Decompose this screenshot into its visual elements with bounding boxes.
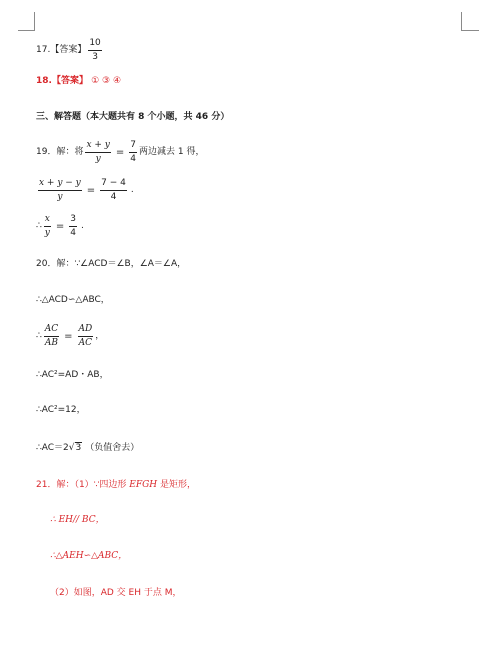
q19-line2-right-denominator: 4 <box>110 192 117 202</box>
q19-line2-fraction-right <box>100 178 127 203</box>
q18-label: 18.【答案】 <box>36 76 88 86</box>
q21-line1-rect-name: EFGH <box>129 480 158 490</box>
q19-line-3 <box>36 214 84 239</box>
q20-fraction-end: ， <box>95 331 105 341</box>
q21-line1-suffix: 是矩形， <box>157 480 196 490</box>
section-3-heading: 三、解答题（本大题共有 8 个小题，共 46 分） <box>36 112 230 122</box>
q19-fraction-left <box>85 140 110 165</box>
q20-frac-right-denominator: AC <box>78 338 93 348</box>
corner-mark-top-right-vertical <box>461 12 462 30</box>
q21-line-1 <box>36 480 196 491</box>
q19-equals: = <box>115 147 125 158</box>
q21-line-3: ∴△AEH∽△ABC， <box>50 551 128 561</box>
q19-line3-denominator: y <box>44 228 50 238</box>
q19-prefix: 19．解：将 <box>36 147 84 157</box>
sqrt-symbol-icon: √ <box>68 442 75 453</box>
corner-mark-top-right-horizontal <box>461 30 479 31</box>
q20-line-2: ∴△ACD∽△ABC， <box>36 295 110 305</box>
q19-therefore: ∴ <box>36 221 42 231</box>
q21-line-2: ∴ EH// BC， <box>50 515 105 525</box>
q19-frac1-numerator: x + y <box>85 140 110 153</box>
q21-line-4: （2）如图，AD 交 EH 于点 M， <box>50 588 182 598</box>
q19-line3-fraction-right <box>69 214 77 239</box>
q19-line3-equals: = <box>55 221 65 232</box>
q19-frac2-numerator: 7 <box>129 140 137 153</box>
q20-frac-left-numerator: AC <box>44 324 59 337</box>
q17-label: 17.【答案】 <box>36 45 87 55</box>
q20-line-5: ∴AC²=12， <box>36 405 86 415</box>
q20-line6-prefix: ∴AC＝2 <box>36 442 69 453</box>
q19-line3-numerator: x <box>44 214 51 227</box>
q20-line-1: 20．解：∵∠ACD＝∠B，∠A＝∠A， <box>36 259 187 269</box>
corner-mark-top-left-vertical <box>34 12 35 30</box>
q19-line3-right-denominator: 4 <box>70 228 76 238</box>
q20-line6-suffix: （负值舍去） <box>85 442 140 453</box>
q17-answer-line <box>36 38 104 63</box>
q19-frac1-denominator: y <box>95 154 101 164</box>
q19-line2-denominator: y <box>57 192 63 202</box>
q19-fraction-right <box>129 140 137 165</box>
q17-denominator: 3 <box>92 52 98 62</box>
q19-line2-right-numerator: 7 − 4 <box>100 178 127 191</box>
q17-fraction <box>88 38 101 63</box>
q21-line1-prefix: 21．解：（1）∵四边形 <box>36 480 130 490</box>
q19-line-1 <box>36 140 204 165</box>
q20-line-4: ∴AC²=AD・AB， <box>36 370 109 380</box>
q19-line-2 <box>36 178 134 203</box>
q19-line2-end: . <box>130 185 134 195</box>
q20-therefore: ∴ <box>36 331 42 341</box>
q19-line3-fraction-left <box>44 214 51 239</box>
q19-line2-numerator: x + y − y <box>38 178 82 191</box>
q20-frac-right-numerator: AD <box>78 324 94 337</box>
q20-line-3 <box>36 324 104 349</box>
q20-equals: = <box>64 331 73 342</box>
q20-fraction-right <box>78 324 94 349</box>
q20-frac-left-denominator: AB <box>44 338 58 348</box>
q17-numerator: 10 <box>88 38 101 51</box>
q19-line2-equals: = <box>86 185 96 196</box>
q19-line2-fraction-left <box>38 178 82 203</box>
q19-line3-end: . <box>80 221 84 231</box>
q18-answer-line <box>36 76 121 87</box>
q20-line-6 <box>36 442 139 454</box>
corner-mark-top-left-horizontal <box>18 30 35 31</box>
q19-line3-right-numerator: 3 <box>69 214 77 227</box>
q20-line6-radicand: 3 <box>75 443 82 453</box>
q19-frac2-denominator: 4 <box>130 154 137 164</box>
q19-suffix: 两边减去 1 得， <box>139 147 205 157</box>
q20-fraction-left <box>44 324 59 349</box>
q18-answers: ① ③ ④ <box>91 76 122 86</box>
